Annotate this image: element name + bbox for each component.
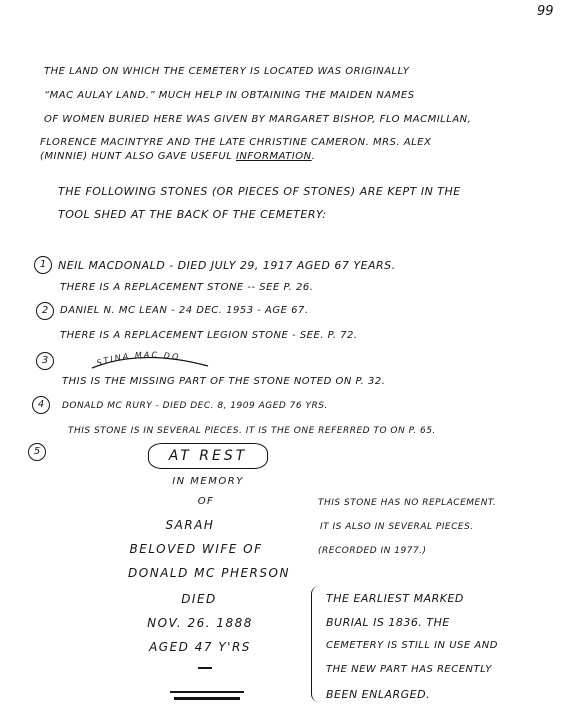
inscription-line-5: DONALD MC PHERSON	[128, 566, 290, 580]
inscription-line-1: IN MEMORY	[172, 476, 244, 487]
inscription-line-3: SARAH	[165, 518, 215, 532]
stone-number-4: 4	[32, 396, 50, 414]
stone-4-title: DONALD MC RURY - DIED DEC. 8, 1909 AGED 76 YRS.	[62, 401, 328, 411]
side-note-line-3: (RECORDED IN 1977.)	[318, 546, 427, 556]
intro-line-5-text: (MINNIE) HUNT ALSO GAVE USEFUL	[40, 151, 233, 162]
stone-1-title: NEIL MACDONALD - DIED JULY 29, 1917 AGED 67 YEARS.	[58, 259, 396, 272]
inscription-line-6: DIED	[181, 592, 217, 606]
at-rest-heading: AT REST	[148, 443, 268, 469]
stone-number-3: 3	[36, 352, 54, 370]
stone-2-note: THERE IS A REPLACEMENT LEGION STONE - SEE. P. 72.	[60, 330, 358, 341]
intro-line-4: FLORENCE MACINTYRE AND THE LATE CHRISTINE CAMERON. MRS. ALEX	[40, 137, 432, 148]
side-note-line-1: THIS STONE HAS NO REPLACEMENT.	[318, 498, 497, 508]
stone-2-title: DANIEL N. MC LEAN - 24 DEC. 1953 - AGE 67.	[60, 305, 309, 316]
final-note-line-1: THE EARLIEST MARKED	[326, 592, 464, 605]
stone-1-note: THERE IS A REPLACEMENT STONE -- SEE P. 26.	[60, 282, 314, 293]
inscription-rule-top	[170, 691, 244, 693]
intro-line-5	[40, 151, 315, 162]
inscription-dash	[198, 667, 212, 669]
stones-intro-line-1: THE FOLLOWING STONES (OR PIECES OF STONES) ARE KEPT IN THE	[58, 185, 461, 198]
intro-line-3: OF WOMEN BURIED HERE WAS GIVEN BY MARGARET BISHOP, FLO MACMILLAN,	[44, 114, 472, 125]
side-note-line-2: IT IS ALSO IN SEVERAL PIECES.	[320, 522, 474, 532]
information-word: INFORMATION	[235, 151, 312, 162]
intro-period: .	[311, 151, 316, 162]
final-note-line-2: BURIAL IS 1836. THE	[326, 616, 450, 629]
stone-number-1: 1	[34, 256, 52, 274]
inscription-rule-bottom	[174, 697, 240, 700]
final-note-line-4: THE NEW PART HAS RECENTLY	[326, 664, 492, 675]
page-number: 99	[537, 4, 554, 19]
final-note-line-5: BEEN ENLARGED.	[326, 688, 431, 701]
intro-line-2: “MAC AULAY LAND.” MUCH HELP IN OBTAINING THE MAIDEN NAMES	[44, 90, 415, 101]
final-note-line-3: CEMETERY IS STILL IN USE AND	[326, 640, 498, 651]
stones-intro-line-2: TOOL SHED AT THE BACK OF THE CEMETERY:	[58, 208, 327, 221]
stone-number-2: 2	[36, 302, 54, 320]
inscription-line-2: OF	[197, 496, 215, 507]
inscription-line-8: AGED 47 Y'RS	[149, 640, 251, 654]
stone-3-fragment	[80, 344, 230, 374]
stone-4-note: THIS STONE IS IN SEVERAL PIECES. IT IS THE ONE REFERRED TO ON P. 65.	[68, 426, 436, 436]
intro-line-1: THE LAND ON WHICH THE CEMETERY IS LOCATED WAS ORIGINALLY	[44, 66, 410, 77]
stone-number-5: 5	[28, 443, 46, 461]
stone-3-note: THIS IS THE MISSING PART OF THE STONE NOTED ON P. 32.	[62, 376, 386, 387]
inscription-line-4: BELOVED WIFE OF	[129, 542, 263, 556]
inscription-line-7: NOV. 26. 1888	[147, 616, 253, 630]
final-note-brace	[311, 586, 322, 702]
stone-3-arc-label: STINA MAC DO	[95, 350, 181, 368]
